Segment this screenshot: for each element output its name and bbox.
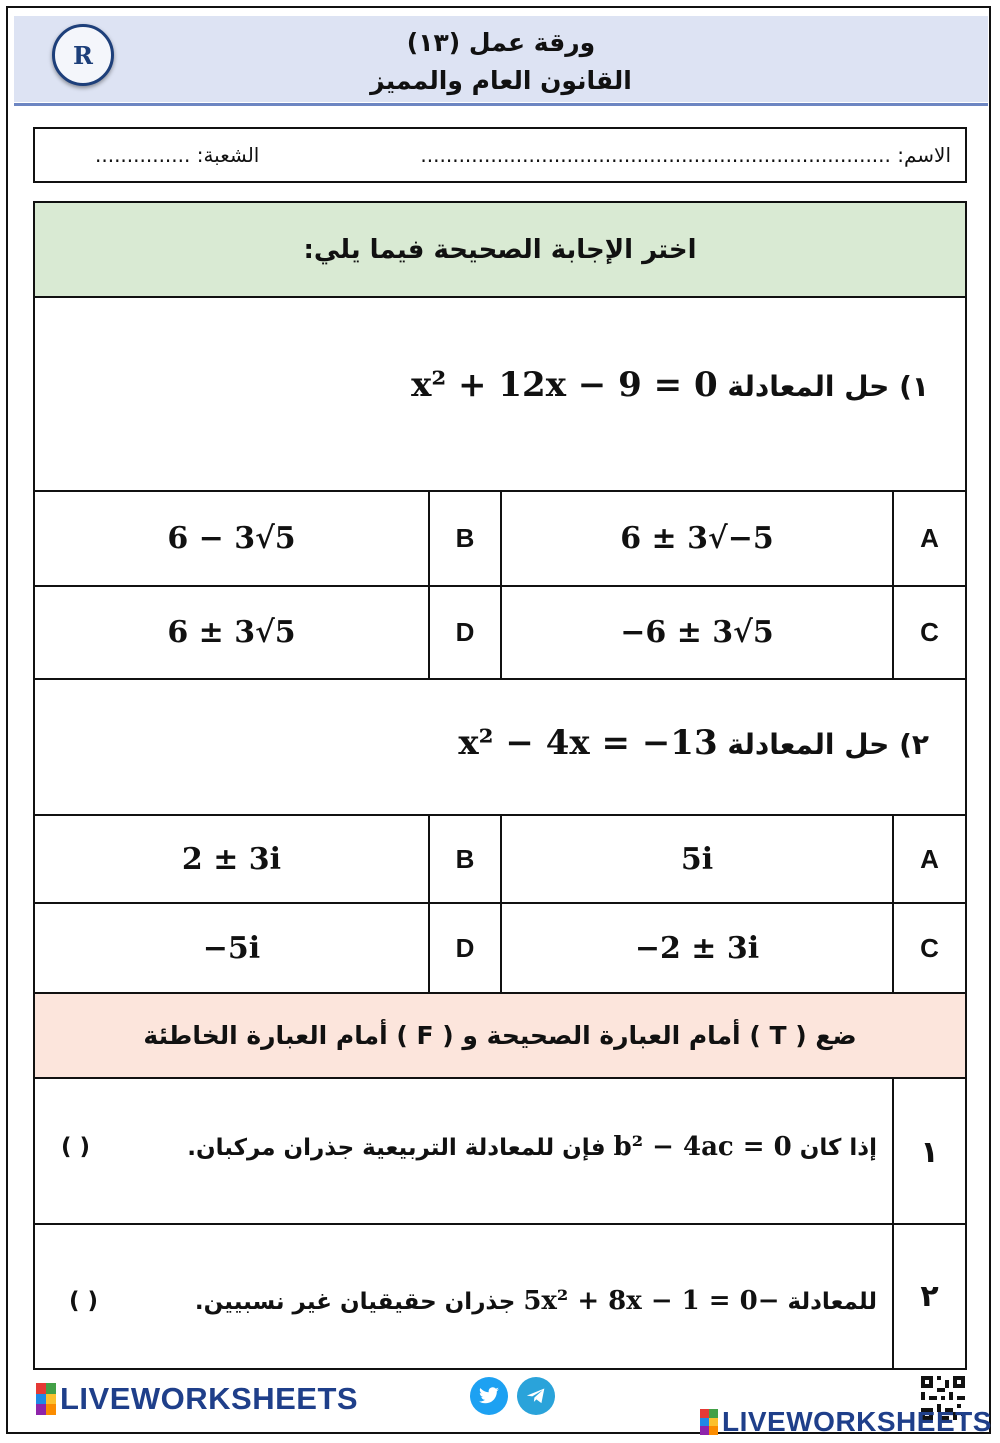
question-1-prefix: ١) حل المعادلة	[727, 370, 929, 403]
statement-1-math: b² − 4ac = 0	[613, 1132, 792, 1162]
section-field[interactable]: الشعبة: ...............	[95, 143, 260, 167]
option-label-d: D	[455, 932, 475, 963]
telegram-icon[interactable]	[517, 1377, 555, 1415]
statement-1-pre: إذا كان	[799, 1135, 877, 1161]
statement-2-answer-blank[interactable]: ( )	[69, 1288, 99, 1314]
q1-option-c[interactable]: −6 ± 3√5	[620, 615, 774, 650]
worksheet-subtitle: القانون العام والمميز	[370, 66, 632, 95]
liveworksheets-watermark-text: LIVEWORKSHEETS	[722, 1406, 992, 1437]
name-field[interactable]: الاسم: ..........................................................................	[420, 143, 951, 167]
statement-2	[195, 1286, 877, 1316]
worksheet-title: ورقة عمل (١٣)	[406, 28, 596, 57]
option-label-b: B	[455, 843, 475, 874]
question-1-equation: x² + 12x − 9 = 0	[411, 365, 718, 405]
section2-heading: ضع ( T ) أمام العبارة الصحيحة و ( F ) أمام العبارة الخاطئة	[35, 992, 965, 1079]
logo-text: R	[73, 40, 93, 70]
divider	[35, 1223, 965, 1225]
q1-option-d[interactable]: 6 ± 3√5	[167, 615, 296, 650]
liveworksheets-brand: LIVEWORKSHEETS	[60, 1381, 359, 1416]
statement-2-number: ٢	[920, 1279, 939, 1314]
option-label-a: A	[920, 843, 939, 874]
liveworksheets-watermark	[700, 1406, 992, 1438]
q1-option-b[interactable]: 6 − 3√5	[167, 521, 296, 556]
section1-heading: اختر الإجابة الصحيحة فيما يلي:	[35, 203, 965, 298]
statement-2-pre: للمعادلة	[787, 1289, 877, 1315]
statement-2-post: جذران حقيقيان غير نسبيين.	[194, 1289, 516, 1315]
statement-1-number: ١	[920, 1134, 939, 1170]
option-label-d: D	[455, 617, 475, 647]
questions-table	[33, 201, 967, 1370]
worksheet-header	[14, 16, 988, 102]
statement-1	[187, 1132, 877, 1162]
q2-option-a[interactable]: 5i	[680, 841, 714, 877]
statement-1-post: فإن للمعادلة التربيعية جذران مركبان.	[187, 1135, 606, 1161]
statement-1-answer-blank[interactable]: ( )	[61, 1134, 91, 1160]
liveworksheets-logo[interactable]	[36, 1381, 358, 1417]
option-label-c: C	[920, 932, 939, 963]
question-2-equation: x² − 4x = −13	[458, 723, 718, 763]
question-2-prefix: ٢) حل المعادلة	[727, 728, 929, 761]
q2-option-c[interactable]: −2 ± 3i	[634, 930, 760, 966]
q2-option-b[interactable]: 2 ± 3i	[181, 841, 282, 877]
q2-option-d[interactable]: −5i	[202, 930, 261, 966]
liveworksheets-badge-icon	[700, 1409, 718, 1435]
liveworksheets-badge-icon	[36, 1383, 56, 1415]
q1-option-a[interactable]: 6 ± 3√−5	[620, 521, 774, 556]
option-label-c: C	[920, 617, 939, 647]
statement-2-math: −5x² + 8x − 1 = 0	[523, 1286, 780, 1316]
twitter-icon[interactable]	[470, 1377, 508, 1415]
header-rule	[14, 103, 988, 106]
option-label-a: A	[920, 523, 939, 553]
school-logo	[52, 24, 114, 86]
question-1	[411, 365, 929, 405]
student-info-box	[33, 127, 967, 183]
question-2	[458, 723, 929, 763]
option-label-b: B	[455, 523, 475, 553]
